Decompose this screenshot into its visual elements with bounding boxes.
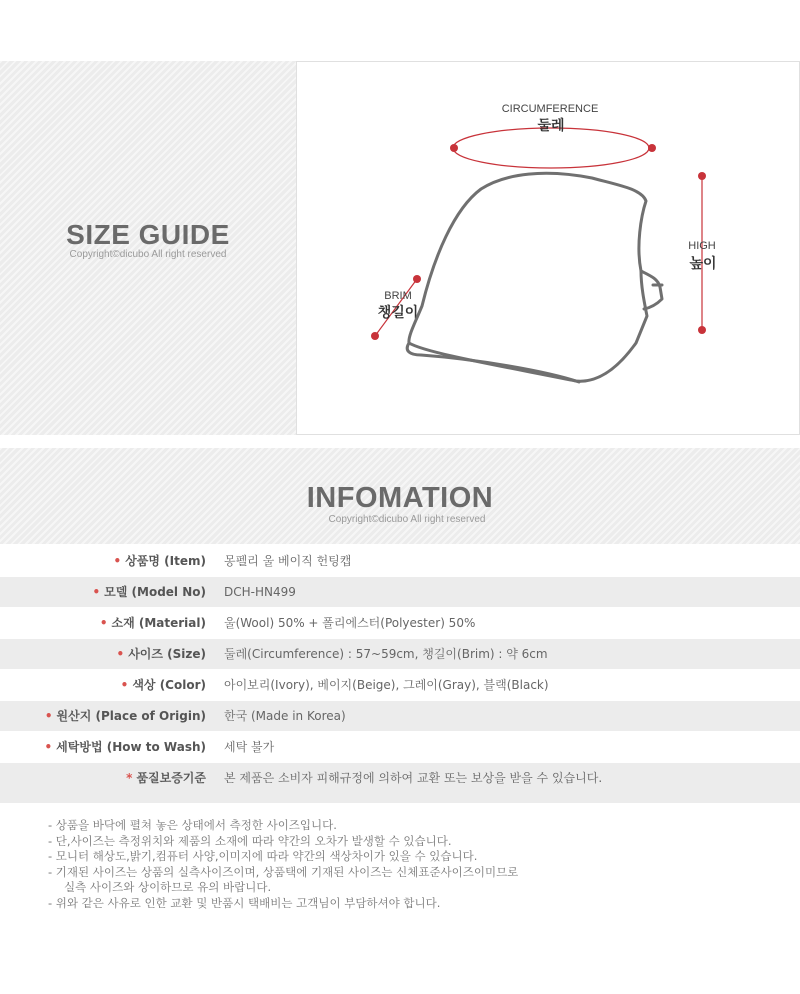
info-row-wash xyxy=(0,732,800,763)
note-line: - 단,사이즈는 측정위치와 제품의 소재에 따라 약간의 오차가 발생할 수 있습니다. xyxy=(48,833,452,848)
info-label-text: 원산지 (Place of Origin) xyxy=(56,709,206,723)
circumference-label-ko: 둘레 xyxy=(537,118,565,134)
info-row-size xyxy=(0,639,800,670)
circumference-left-dot xyxy=(450,144,458,152)
height-label-en: HIGH xyxy=(688,240,716,252)
height-bottom-dot xyxy=(698,326,706,334)
bullet-dot-icon: • xyxy=(120,678,129,692)
brim-bottom-dot xyxy=(371,332,379,340)
info-label-text: 세탁방법 (How to Wash) xyxy=(56,740,206,754)
size-guide-title: SIZE GUIDE xyxy=(66,219,230,250)
size-guide-title-panel xyxy=(0,61,296,435)
info-label xyxy=(126,763,206,793)
info-value: 아이보리(Ivory), 베이지(Beige), 그레이(Gray), 블랙(Black) xyxy=(224,678,549,692)
info-value: 세탁 불가 xyxy=(224,740,275,754)
note-line: - 모니터 해상도,밝기,컴퓨터 사양,이미지에 따라 약간의 색상차이가 있을 수 있습니다. xyxy=(48,849,478,863)
info-value: 몽펠리 울 베이직 헌팅캡 xyxy=(224,554,352,568)
info-row-material xyxy=(0,608,800,639)
info-label-text: 색상 (Color) xyxy=(132,678,206,692)
info-label xyxy=(114,546,206,576)
info-row-origin xyxy=(0,701,800,732)
bullet-dot-icon: • xyxy=(44,740,53,754)
information-copyright: Copyright©dicubo All right reserved xyxy=(328,514,486,525)
info-label-text: 상품명 (Item) xyxy=(125,554,206,568)
info-row-item xyxy=(0,546,800,577)
info-label xyxy=(100,608,206,638)
information-title: INFOMATION xyxy=(306,482,494,514)
circumference-right-dot xyxy=(648,144,656,152)
info-label xyxy=(121,670,206,700)
bullet-dot-icon: * xyxy=(126,771,133,785)
info-value: 본 제품은 소비자 피해규정에 의하여 교환 또는 보상을 받을 수 있습니다. xyxy=(224,771,603,785)
circumference-label-en: CIRCUMFERENCE xyxy=(501,103,599,115)
information-header xyxy=(0,448,800,544)
info-label xyxy=(93,577,207,607)
bullet-dot-icon: • xyxy=(92,585,101,599)
brim-label-en: BRIM xyxy=(384,290,412,302)
note-line: - 위와 같은 사유로 인한 교환 및 반품시 택배비는 고객님이 부담하셔야 합니다. xyxy=(48,895,441,910)
info-label xyxy=(45,732,207,762)
info-label xyxy=(45,701,206,731)
bullet-dot-icon: • xyxy=(116,647,125,661)
hat-size-diagram xyxy=(296,61,800,435)
note-line: - 상품을 바닥에 펼쳐 놓은 상태에서 측정한 사이즈입니다. xyxy=(48,818,337,832)
info-value: 한국 (Made in Korea) xyxy=(224,709,346,723)
info-label-text: 소재 (Material) xyxy=(111,616,206,630)
info-value: 울(Wool) 50% + 폴리에스터(Polyester) 50% xyxy=(224,616,476,630)
circumference-measure-line xyxy=(453,128,649,168)
note-line: - 기재된 사이즈는 상품의 실측사이즈이며, 상품택에 기재된 사이즈는 신체표준사이즈이미므로 xyxy=(48,864,519,879)
info-value: 둘레(Circumference) : 57~59cm, 챙길이(Brim) : 약 6cm xyxy=(224,647,548,661)
size-guide-copyright: Copyright©dicubo All right reserved xyxy=(69,249,227,260)
info-value: DCH-HN499 xyxy=(224,585,296,599)
info-row-quality xyxy=(0,763,800,804)
notes-list xyxy=(48,818,518,911)
brim-top-dot xyxy=(413,275,421,283)
note-line: 실측 사이즈와 상이하므로 유의 바랍니다. xyxy=(64,880,272,894)
info-row-model xyxy=(0,577,800,608)
information-table xyxy=(0,546,800,804)
info-row-color xyxy=(0,670,800,701)
info-label xyxy=(117,639,206,669)
info-label-text: 모델 (Model No) xyxy=(104,585,206,599)
info-label-text: 사이즈 (Size) xyxy=(128,647,206,661)
brim-label-ko: 챙길이 xyxy=(377,305,419,321)
height-label-ko: 높이 xyxy=(689,256,717,272)
bullet-dot-icon: • xyxy=(113,554,122,568)
info-label-text: 품질보증기준 xyxy=(136,771,206,785)
hat-outline-icon xyxy=(407,173,662,382)
bullet-dot-icon: • xyxy=(44,709,53,723)
height-top-dot xyxy=(698,172,706,180)
bullet-dot-icon: • xyxy=(99,616,108,630)
